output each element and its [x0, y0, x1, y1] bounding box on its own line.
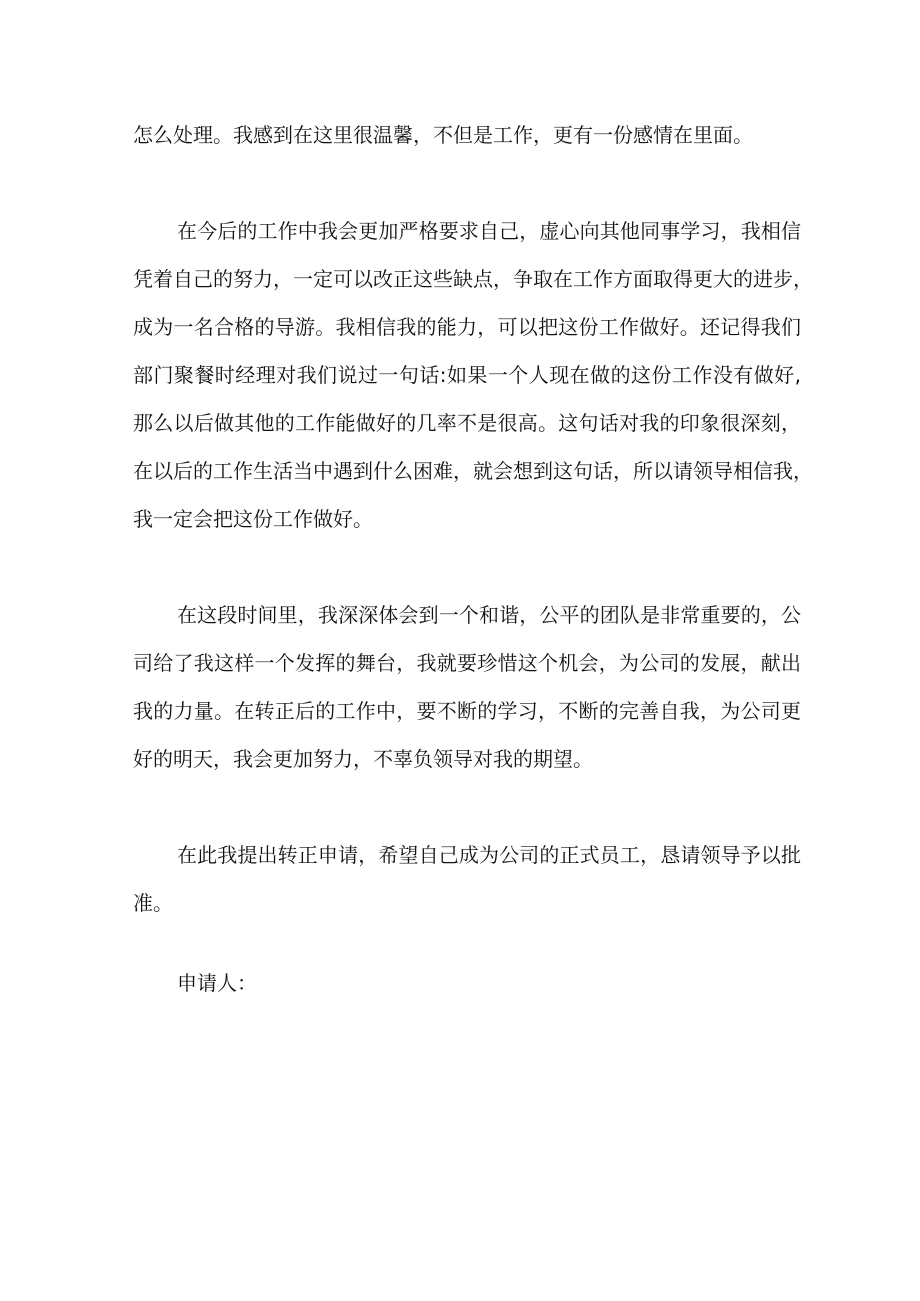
paragraph-2-line-3: 成为一名合格的导游。我相信我的能力，可以把这份工作做好。还记得我们 — [133, 315, 801, 339]
paragraph-3-line-3: 我的力量。在转正后的工作中，要不断的学习，不断的完善自我，为公司更 — [133, 699, 801, 723]
paragraph-2-line-7: 我一定会把这份工作做好。 — [133, 507, 373, 531]
applicant-signature-label: 申请人： — [177, 971, 257, 995]
paragraph-2-line-1: 在今后的工作中我会更加严格要求自己，虚心向其他同事学习，我相信 — [177, 219, 801, 243]
paragraph-2-line-4: 部门聚餐时经理对我们说过一句话:如果一个人现在做的这份工作没有做好, — [133, 363, 801, 387]
paragraph-3-line-1: 在这段时间里，我深深体会到一个和谐，公平的团队是非常重要的，公 — [177, 603, 801, 627]
paragraph-2-line-2: 凭着自己的努力，一定可以改正这些缺点，争取在工作方面取得更大的进步， — [133, 267, 813, 291]
paragraph-2-line-5: 那么以后做其他的工作能做好的几率不是很高。这句话对我的印象很深刻， — [133, 411, 801, 435]
paragraph-3-line-2: 司给了我这样一个发挥的舞台，我就要珍惜这个机会，为公司的发展，献出 — [133, 651, 801, 675]
paragraph-3-line-4: 好的明天，我会更加努力，不辜负领导对我的期望。 — [133, 747, 593, 771]
paragraph-4-line-1: 在此我提出转正申请，希望自己成为公司的正式员工，恳请领导予以批 — [177, 843, 801, 867]
paragraph-1-line-1: 怎么处理。我感到在这里很温馨，不但是工作，更有一份感情在里面。 — [133, 123, 753, 147]
paragraph-4-line-2: 准。 — [133, 891, 173, 915]
paragraph-2-line-6: 在以后的工作生活当中遇到什么困难，就会想到这句话，所以请领导相信我， — [133, 459, 813, 483]
